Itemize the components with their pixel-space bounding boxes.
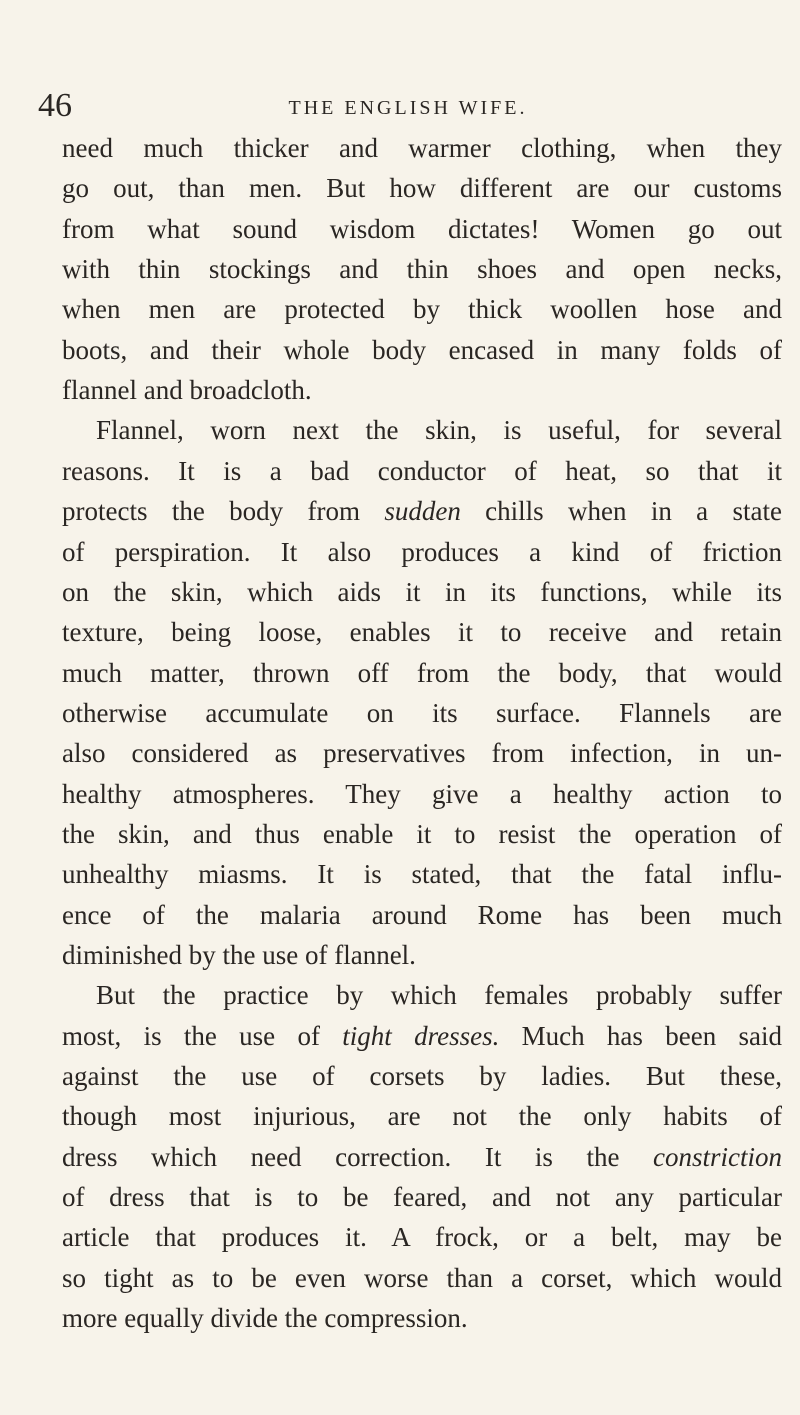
text-run: protects the body from [62,496,385,527]
italic-run: constriction [653,1141,782,1172]
text-run: Flannel, worn next the skin, is useful, for several [96,415,782,446]
text-line [62,693,782,733]
text-run: from what sound wisdom dictates! Women go out [62,213,782,244]
text-run: need much thicker and warmer clothing, when they [62,133,782,163]
text-line [62,1298,782,1338]
text-run: much matter, thrown off from the body, that would [62,657,782,688]
text-line [96,975,782,1015]
text-run: of perspiration. It also produces a kind of friction [62,536,782,567]
text-line [62,1177,782,1217]
italic-run: sudden [384,496,461,527]
text-line [62,653,782,693]
text-line [62,1137,782,1177]
text-run: unhealthy miasms. It is stated, that the fatal influ- [62,859,782,890]
text-run: chills when in a state [460,496,782,527]
text-run: of dress that is to be feared, and not any particular [62,1182,782,1213]
text-run: ence of the malaria around Rome has been much [62,899,782,930]
text-run: with thin stockings and thin shoes and open necks, [62,254,782,285]
text-line [62,289,782,329]
text-run: more equally divide the compression. [62,1303,468,1334]
text-line [62,330,782,370]
text-line [62,612,782,652]
text-run: dress which need correction. It is the [62,1141,653,1172]
text-line [62,854,782,894]
text-run: Much has been said [499,1020,782,1051]
text-run: also considered as preservatives from infection, in un- [62,738,782,769]
page-header [38,86,778,126]
text-line [62,209,782,249]
text-line [62,128,782,168]
text-line [62,1096,782,1136]
text-run: against the use of corsets by ladies. But these, [62,1061,782,1092]
text-line [62,572,782,612]
text-run: flannel and broadcloth. [62,375,312,406]
page-number: 46 [38,87,72,124]
text-line [96,410,782,450]
text-run: article that produces it. A frock, or a belt, may be [62,1222,782,1253]
text-line [62,895,782,935]
text-line [62,733,782,773]
text-line [62,1258,782,1298]
text-run: boots, and their whole body encased in many folds of [62,334,782,365]
text-run: when men are protected by thick woollen hose and [62,294,782,325]
text-line [62,532,782,572]
text-run: texture, being loose, enables it to receive and retain [62,617,782,648]
text-line [62,1217,782,1257]
running-head: THE ENGLISH WIFE. [288,97,528,119]
text-run: otherwise accumulate on its surface. Flannels are [62,697,782,728]
text-line [62,1016,782,1056]
text-run: reasons. It is a bad conductor of heat, so that it [62,455,782,486]
text-line [62,935,782,975]
italic-run: tight dresses. [342,1020,500,1051]
text-run: so tight as to be even worse than a corset, which would [62,1262,782,1293]
text-run: on the skin, which aids it in its functions, while its [62,576,782,607]
text-line [62,1056,782,1096]
text-run: diminished by the use of flannel. [62,940,416,970]
text-line [62,491,782,531]
text-run: the skin, and thus enable it to resist the operation of [62,818,782,849]
text-line [62,451,782,491]
text-line [62,168,782,208]
text-line [62,814,782,854]
text-run: most, is the use of [62,1020,343,1051]
text-run: But the practice by which females probably suffer [96,980,782,1011]
text-run: go out, than men. But how different are our customs [62,173,782,204]
text-line [62,774,782,814]
text-line [62,249,782,289]
text-run: healthy atmospheres. They give a healthy action to [62,778,782,809]
text-line [62,370,782,410]
text-run: though most injurious, are not the only habits of [62,1101,782,1132]
